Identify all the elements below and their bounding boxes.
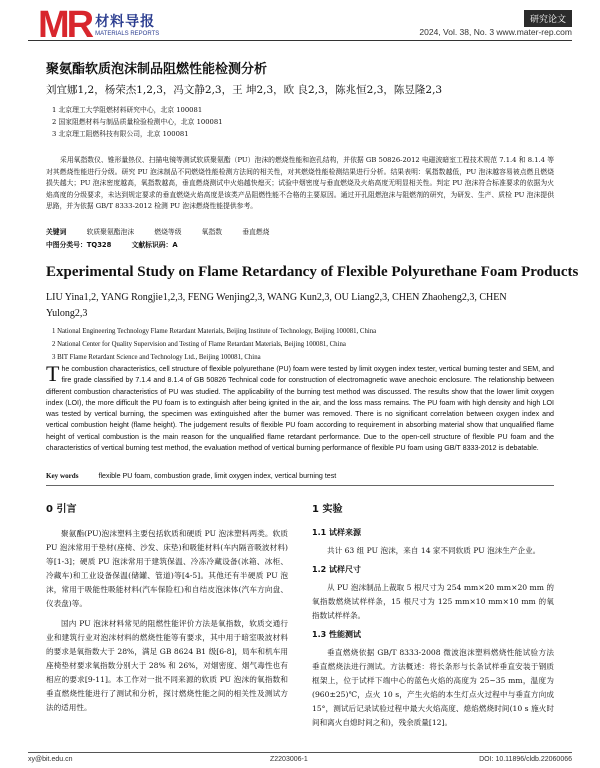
- dropcap: T: [46, 361, 60, 386]
- footer-email: xy@bit.edu.cn: [28, 756, 73, 763]
- keywords-en-text: flexible PU foam, combustion grade, limit oxygen index, vertical burning test: [98, 472, 337, 480]
- affiliation-cn: 2 国家阻燃材料与制品质量检验检测中心，北京 100081: [52, 118, 223, 126]
- section-heading: 0 引言: [46, 504, 77, 515]
- subsection-heading: 1.2 试样尺寸: [312, 565, 361, 574]
- class-number: 中图分类号：TQ328: [46, 241, 112, 249]
- affiliation-en: 2 National Center for Quality Supervision and Testing of Flame Retardant Materials, Beijing 100081, China: [52, 341, 346, 348]
- authors-cn: 刘宜娜1,2，杨荣杰1,2,3，冯文静2,3，王 坤2,3，欧 良2,3，陈兆恒2,3，陈昱隆2,3: [46, 84, 443, 96]
- paragraph: 共计 63 组 PU 泡沫，来自 14 家不同软质 PU 泡沫生产企业。: [327, 546, 541, 555]
- keywords-en: [46, 472, 336, 480]
- keyword: 垂直燃烧: [242, 228, 270, 236]
- keywords-label-en: Key words: [46, 472, 79, 480]
- affiliations-cn: [52, 104, 223, 140]
- keywords-cn: [46, 226, 269, 236]
- affiliation-en: 1 National Engineering Technology Flame Retardant Materials, Beijing Institute of Technology, Beijing 100081, China: [52, 328, 377, 335]
- section-badge: 研究论文: [524, 10, 572, 27]
- issue-info: 2024, Vol. 38, No. 3 www.mater-rep.com: [419, 27, 572, 37]
- section-heading: 1 实验: [312, 504, 343, 515]
- logo-mark: MR: [38, 4, 92, 46]
- keywords-label-cn: 关键词: [46, 228, 67, 236]
- affiliation-en: 3 BIT Flame Retardant Science and Technology Ltd., Beijing 100081, China: [52, 354, 261, 361]
- footer-rule: [28, 752, 572, 753]
- paragraph: 从 PU 泡沫制品上裁取 5 根尺寸为 254 mm×20 mm×20 mm 的氧指数燃烧试样样条，15 根尺寸为 125 mm×10 mm×10 mm 的氧指数试样样条。: [312, 583, 554, 620]
- paragraph: 垂直燃烧依据 GB/T 8333-2008 微波泡沫塑料燃烧性能试验方法 垂直燃烧法进行测试。方法概述：将长条形与长条试样垂直安装于钢质框架上，位于试样下端中心的蓝色火焰的高度为 25~35 mm，温度为(960±25)℃，点火 10 s，产生火焰的本生灯点火过程中与垂直方向成 15°，测试后记录试验过程中最大火焰高度、熄焰燃烧时间(10 s 施火时间和离火自熄时间之和)，残余质量[12]。: [312, 648, 554, 727]
- classification-cn: [46, 239, 178, 249]
- keyword: 氧指数: [201, 228, 223, 236]
- journal-logo: [38, 4, 160, 46]
- subsection-heading: 1.1 试样来源: [312, 528, 361, 537]
- header-rule: [28, 40, 572, 41]
- abstract-en: [46, 361, 554, 454]
- keyword: 软质聚氨酯泡沫: [86, 228, 135, 236]
- paragraph: 国内 PU 泡沫材料常见的阻燃性能评价方法是氧指数，软质交通行业和建筑行业对泡沫材料的燃烧性能等有要求，其中用于暗室吸波材料的要求是氧指数大于 28%，满足 GB 8624 B1 级[6-8]，局车和机车用座椅垫材要求氧指数分别大于 28% 和 26%，对烟密度、烟气毒性也有相应的要求[9-11]。本工作对一批不同来源的软质 PU 泡沫的氧指数和垂直燃烧性能进行了测试和分析，探讨燃烧性能之间的相关性及测试方法的适用性。: [46, 619, 288, 712]
- page-title-en: Experimental Study on Flame Retardancy of Flexible Polyurethane Foam Products: [46, 264, 579, 280]
- doc-code: 文献标识码：A: [131, 241, 178, 249]
- page-number: Z2203006-1: [270, 756, 308, 763]
- section-divider: [46, 485, 554, 486]
- abstract-en-text: he combustion characteristics, cell structure of flexible polyurethane (PU) foam were tested by limit oxygen index tester, vertical burning tester and SEM, and fire grade classified by 7.1.4 and 8.1.4 of GB 50826 Technical code for construction of electromagnetic wave anechoic enclosure. The relationship between different combustion characteristics of PU was studied. The applicability of the burning test method was discussed. The results show that the lower limit oxygen index (LOI), the more difficult the PU foam is to extinguish after being ignited in the air, and the loss mass remains. The PU foam with high density and high LOI was tested by vertical burning, the specimen was extinguished after the burner was removed. There is no significant correlation between oxygen index and vertical combustion height (flame height). The judgement results of flexible PU foam according to requirement in absorbing material show that unqualified flame height of vertical combustion is the main reason for the unqualified flame retardant performance. Due to the open-cell structure of flexible PU foam and the characteristics of vertical burning test method, the evaluation method of vertical burning performance of flexible PU foam using GB/T 8333-2012 is debatable.: [46, 365, 554, 453]
- affiliations-en: [52, 325, 376, 364]
- body-column-left: [46, 500, 288, 721]
- affiliation-cn: 1 北京理工大学阻燃材料研究中心，北京 100081: [52, 106, 203, 114]
- doi: DOI: 10.11896/cldb.22060066: [479, 756, 572, 763]
- affiliation-cn: 3 北京理工阻燃科技有限公司，北京 100081: [52, 130, 189, 138]
- journal-name-cn: 材料导报: [95, 14, 156, 30]
- paragraph: 聚氨酯(PU)泡沫塑料主要包括软质和硬质 PU 泡沫塑料两类。软质 PU 泡沫常用于垫材(座椅、沙发、床垫)和吸能材料(车内隔音吸波材料)等[1-3]；硬质 PU 泡沫常用于建筑保温、冷冻冷藏设备(冰箱、冰柜、冷藏车)和工业设备保温(储罐、管道)等[4-5]。其他还有半硬质 PU 泡沫，常用于吸能性吸能材料(汽车保险杠)和自结皮泡沫体(汽车方向盘、仪表盘)等。: [46, 529, 288, 608]
- body-column-right: [312, 500, 554, 736]
- subsection-heading: 1.3 性能测试: [312, 630, 361, 639]
- page-title-cn: 聚氨酯软质泡沫制品阻燃性能检测分析: [46, 62, 268, 77]
- abstract-cn: 采用氧指数仪、锥形量热仪、扫描电镜等测试软质聚氨酯（PU）泡沫的燃烧性能和泡孔结构，并依据 GB 50826-2012 电磁波暗室工程技术规范 7.1.4 和 8.1.4 等对其燃烧性能进行分级。研究 PU 泡沫制品不同燃烧性能检测方法间的相关性，对其燃烧性能检测结果进行分析。结果表明：氧指数越低，PU 泡沫越容易被点燃且燃烧损失越大；PU 泡沫密度越高，氧指数越高，垂直燃烧测试中火焰越快熄灭；试验中烟密度与垂直燃烧及火焰高度无明显相关性。判定 PU 泡沫符合标准要求的依据为火焰高度的分级要求，未达到规定要求的垂直燃烧火焰高度是该类产品阻燃性能不合格的主要原因。通过开孔阻燃泡沫与阻燃剂的研究，为研发、生产、质检 PU 泡沫提供思路，并为依据 GB/T 8333-2012 检测 PU 泡沫燃烧性能提供参考。: [46, 156, 554, 210]
- keyword: 燃烧等级: [154, 228, 182, 236]
- journal-name-en: MATERIALS REPORTS: [95, 31, 160, 37]
- authors-en: LIU Yina1,2, YANG Rongjie1,2,3, FENG Wenjing2,3, WANG Kun2,3, OU Liang2,3, CHEN Zhaoheng2,3, CHEN Yulong2,3: [46, 292, 507, 319]
